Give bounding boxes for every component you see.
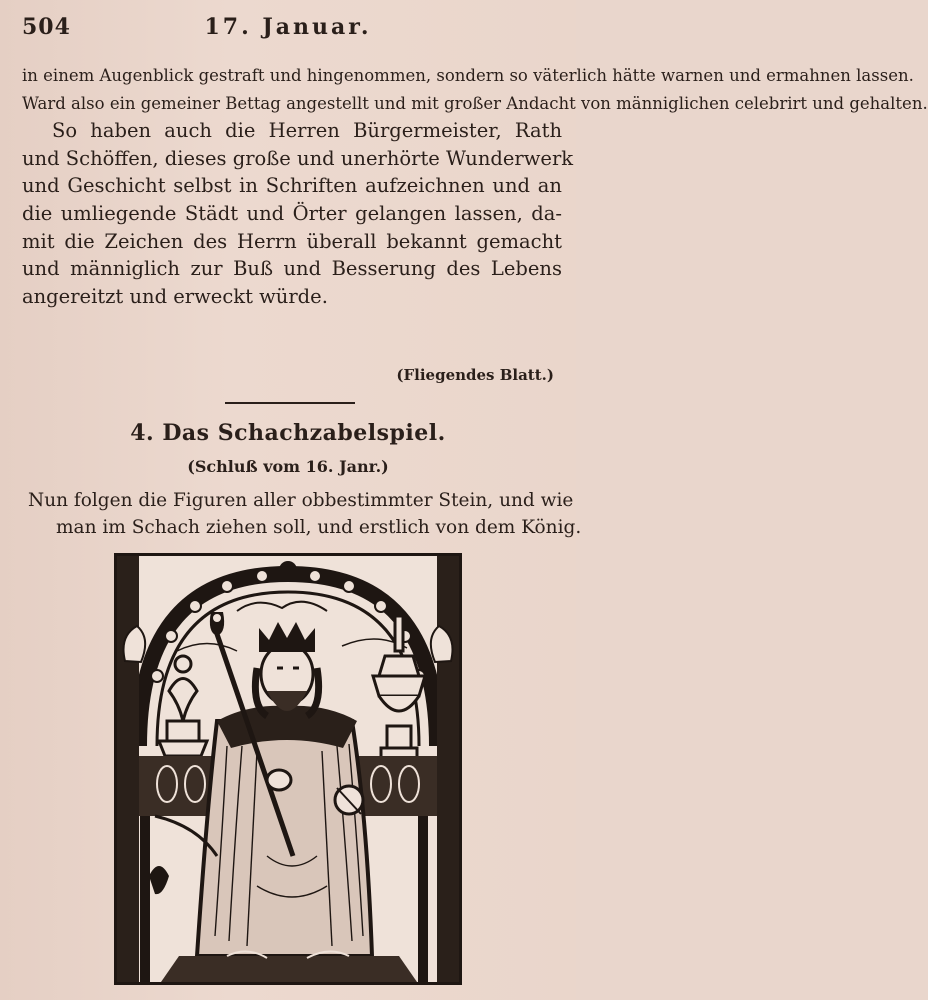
page-number: 504 [22,14,71,40]
intro-line: Nun folgen die Figuren aller obbestimmter Stein, und wie [28,490,574,511]
page-header [16,12,560,42]
intro-line: man im Schach ziehen soll, und erstlich von dem König. [56,517,582,538]
text-line: und Geschicht selbst in Schriften aufzeichnen und an [22,174,562,198]
text-line: angereitzt und erweckt würde. [22,284,328,308]
section-intro [28,487,582,541]
king-woodcut-illustration [114,553,462,985]
text-line: die umliegende Städt und Örter gelangen lassen, da- [22,201,562,225]
text-line: mit die Zeichen des Herrn überall bekannt gemacht [22,229,562,253]
source-citation: (Fliegendes Blatt.) [396,366,554,384]
section-divider [225,402,355,404]
king-woodcut-icon [117,556,459,982]
text-line: So haben auch die Herren Bürgermeister, Rath [52,119,562,143]
running-head: 17. Januar. [204,14,372,40]
text-line: in einem Augenblick gestraft und hingenommen, sondern so väterlich hätte warnen und ermahnen lassen. [22,66,914,85]
text-line: Ward also ein gemeiner Bettag angestellt und mit großer Andacht von männiglichen celebrirt und gehalten. [22,93,928,113]
body-text [22,62,928,310]
text-line: und Schöffen, dieses große und unerhörte Wunderwerk [22,146,574,170]
section-subtitle: (Schluß vom 16. Janr.) [187,457,389,476]
text-line: und männiglich zur Buß und Besserung des Lebens [22,257,562,281]
section-title: 4. Das Schachzabelspiel. [130,420,446,446]
